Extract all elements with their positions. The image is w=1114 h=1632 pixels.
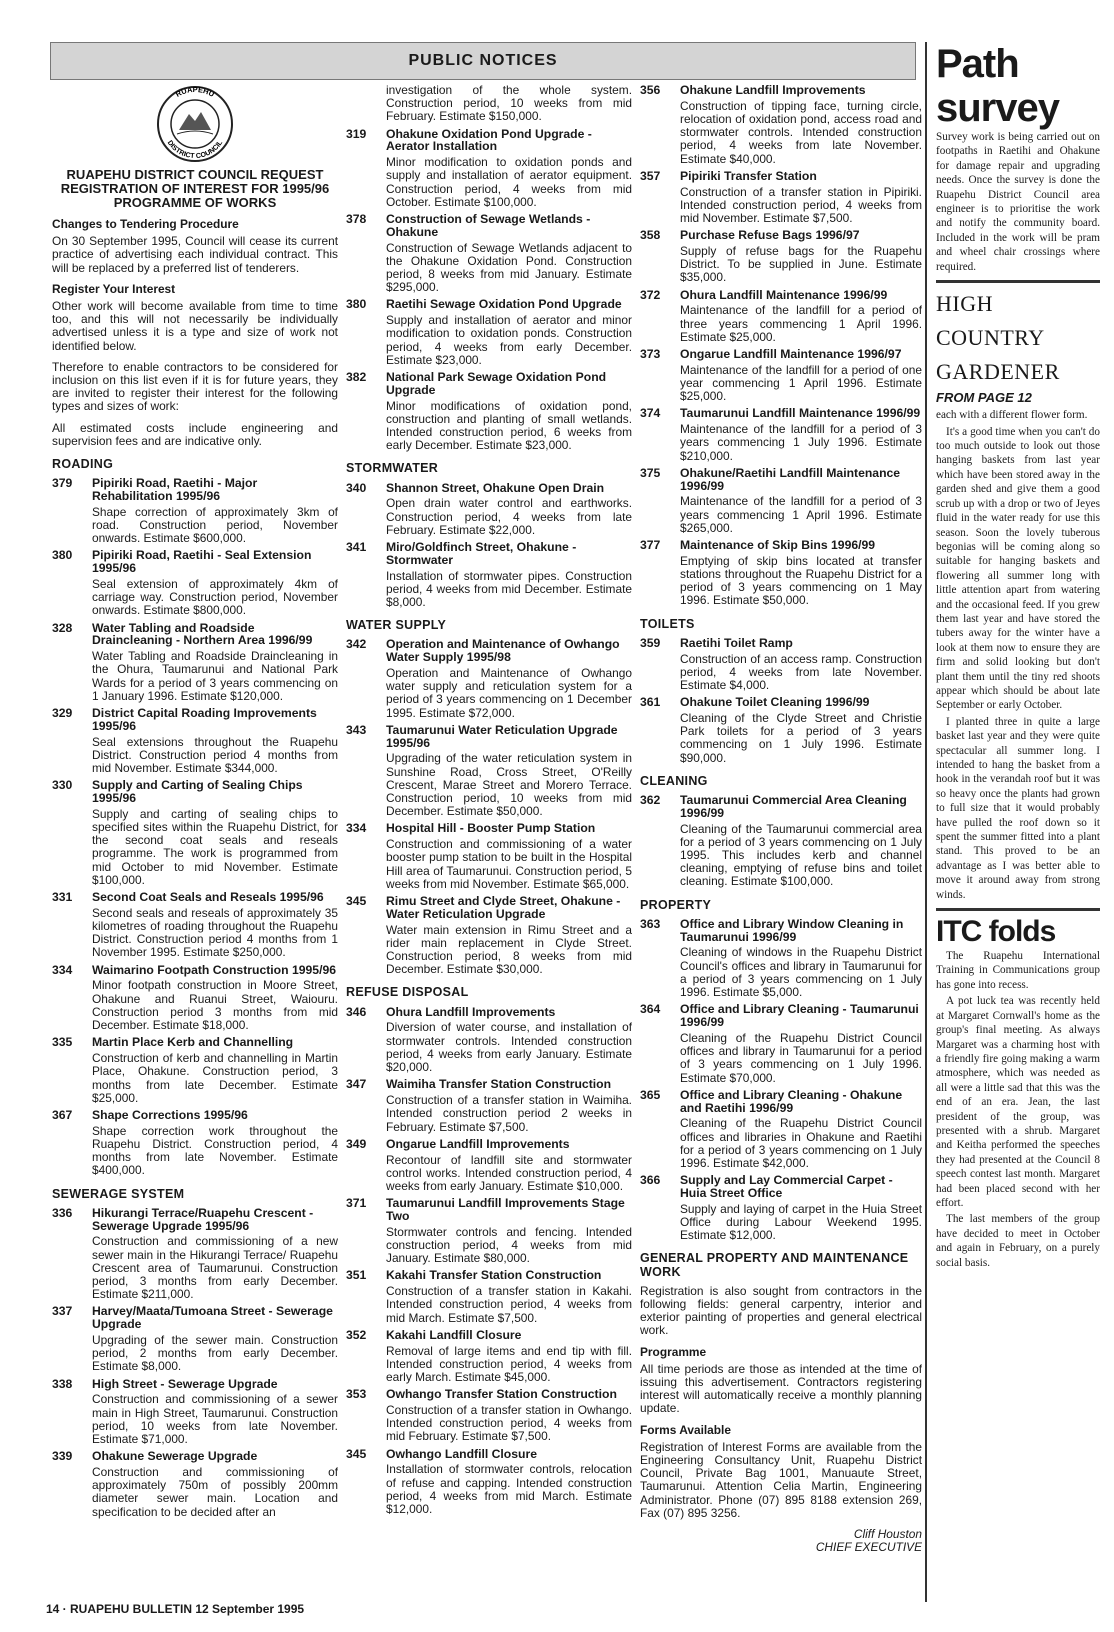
item-number: 340: [346, 480, 367, 495]
item-title: District Capital Roading Improvements 1995/96: [92, 706, 317, 733]
item-title: Supply and Carting of Sealing Chips 1995/96: [92, 778, 303, 806]
item-description: Minor footpath construction in Moore Street, Ohakune and Ruanui Street, Waiouru. Construction period 3 months from mid December. Estimate $18,000.: [92, 978, 338, 1033]
itc-para: A pot luck tea was recently held at Margaret Cornwall's home as the group's final meeting. As always Margaret was a charming host with a friendly fire going making a warm atmosphere, which was needed as all were a little sad that this was the end of an era. Jean, the last president of the group, was presented with a shrub. Margaret and Keitha performed the speeches they had presented at the Council 8 speech contest last month. Margaret had been placed second with her effort.: [936, 995, 1100, 1209]
section-heading-roading: ROADING: [52, 457, 114, 472]
item-number: 349: [346, 1136, 367, 1151]
item-description: Seal extensions throughout the Ruapehu District. Construction period 4 months from mid November. Estimate $344,000.: [92, 734, 338, 776]
notice-item: [640, 637, 922, 692]
item-number: 372: [640, 287, 661, 302]
item-title: Taumarunui Landfill Maintenance 1996/99: [680, 406, 921, 421]
notice-item: [346, 895, 632, 976]
item-description: Cleaning of the Ruapehu District Council offices and library in Taumarunui for a period of 3 years commencing on 1 July 1996. Estimate $70,000.: [680, 1030, 922, 1085]
item-description: Construction of a transfer station in Pipiriki. Intended construction period, 4 weeks from mid November. Estimate $7,500.: [680, 184, 922, 226]
item-number: 373: [640, 347, 661, 362]
item-number: 334: [52, 962, 73, 977]
item-number: 378: [346, 212, 367, 227]
item-number: 330: [52, 778, 73, 793]
column-divider: [925, 42, 927, 1602]
notice-item: [640, 539, 922, 608]
cleaning-items: [640, 794, 922, 889]
item-description: Construction and commissioning of a new sewer main in the Hikurangi Terrace/ Ruapehu Crescent area of Taumarunui. Construction period, 3 months from early December. Estimate $211,000.: [92, 1234, 338, 1302]
item-number: 352: [346, 1327, 367, 1342]
section-heading-sewerage: SEWERAGE SYSTEM: [52, 1186, 185, 1201]
forms-heading: Forms Available: [640, 1422, 731, 1437]
item-description: Construction and commissioning of a sewer main in High Street, Taumarunui. Construction period, 10 weeks from late November. Estimate $71,000.: [92, 1392, 338, 1446]
item-title: Ongarue Landfill Improvements: [386, 1136, 570, 1151]
item-description: Emptying of skip bins located at transfer stations throughout the Ruapehu District for a period of 3 years commencing on 1 May 1996. Estimate $50,000.: [680, 553, 922, 608]
notice-column-1: [52, 84, 338, 1608]
item-description: Maintenance of the landfill for a period of one year commencing 1 April 1996. Estimate $25,000.: [680, 362, 922, 404]
notice-item: [52, 891, 338, 960]
item-number: 346: [346, 1004, 367, 1019]
notice-item: [52, 707, 338, 775]
item-description: Supply of refuse bags for the Ruapehu District. To be supplied in June. Estimate $35,000.: [680, 244, 922, 285]
sewerage-cont-items: [346, 128, 632, 453]
item-number: 375: [640, 465, 661, 480]
item-title: Purchase Refuse Bags 1996/97: [680, 228, 860, 243]
notice-item: [52, 1450, 338, 1519]
notice-item: [640, 348, 922, 403]
register-heading: Register Your Interest: [52, 281, 176, 296]
notice-item: [640, 170, 922, 225]
item-title: Taumarunui Landfill Improvements Stage Two: [386, 1196, 625, 1223]
item-description: Maintenance of the landfill for a period of three years commencing 1 April 1996. Estimate $25,000.: [680, 303, 922, 344]
notice-item: [52, 964, 338, 1033]
notice-item: [346, 1078, 632, 1133]
item-description: Supply and carting of sealing chips to specified sites within the Ruapehu District, for the second coat seals and reseals programme. The work is programmed from mid October to mid November. Estimate $100,000.: [92, 806, 338, 887]
item-title: Shannon Street, Ohakune Open Drain: [386, 480, 605, 495]
item-number: 319: [346, 126, 367, 141]
garden-para: It's a good time when you can't do too much outside to look out those hanging baskets from last year which have been stored away in the garden shed and give them a good scrub up with a drop or two of Jeyes fluid in the water ready for use this season. Soon the lovely tuberous begonias will be coming along so suitable for hanging baskets and flowering all summer long with little attention apart from watering and the occasional feed. If you grew them last year and have stored the tubers away for the winter have a look at them now to ensure they are firm and solid looking but don't plant them until the tiny red shoots appear which should be about late September or early October.: [936, 425, 1100, 712]
item-number: 341: [346, 540, 367, 555]
item-description: Cleaning of the Taumarunui commercial area for a period of 3 years commencing on 1 July 1995. This includes kerb and channel cleaning, emptying of refuse bins and toilet cleaning. Estimate $100,000.: [680, 821, 922, 889]
item-number: 337: [52, 1304, 73, 1319]
path-survey-text: Survey work is being carried out on footpaths in Raetihi and Ohakune for damage repair and upgrading needs. Once the survey is done the Ruapehu District Council area engineer is to prioritise the work and notify the community board. Included in the work will be pram and wheel chair crossings where required.: [936, 131, 1100, 273]
item-description: Construction and commissioning of approximately 750m of possibly 200mm diameter sewer main. Location and specification to be decided after an: [92, 1464, 338, 1519]
item-title: Ongarue Landfill Maintenance 1996/97: [680, 347, 902, 362]
notice-item: [52, 1305, 338, 1373]
item-title: Taumarunui Commercial Area Cleaning 1996/99: [680, 793, 907, 820]
item-description: Construction of Sewage Wetlands adjacent to the Ohakune Oxidation Pond. Construction period, 8 weeks from mid January. Estimate $295,000.: [386, 240, 632, 295]
item-number: 359: [640, 635, 661, 650]
item-description: Installation of stormwater controls, relocation of refuse and capping. Intended construction period, 4 weeks from mid March. Estimate $12,000.: [386, 1462, 632, 1516]
sidebar-column: [936, 42, 1100, 1602]
item-description: Maintenance of the landfill for a period of 3 years commencing 1 April 1996. Estimate $265,000.: [680, 494, 922, 535]
item-number: 336: [52, 1205, 73, 1220]
svg-text:RUAPEHU: RUAPEHU: [174, 84, 216, 99]
forms-text: Registration of Interest Forms are available from the Engineering Consultancy Unit, Ruapehu District Council, Private Bag 1001, Manuaute Street, Taumarunui. Attention Celia Martin, Engineering Administrator. Phone (07) 895 8188 extension 269, Fax (07) 895 3256.: [640, 1439, 922, 1520]
item-description: Stormwater controls and fencing. Intended construction period, 4 weeks from mid January. Estimate $80,000.: [386, 1224, 632, 1266]
changes-heading: Changes to Tendering Procedure: [52, 217, 239, 231]
notice-column-3: [640, 84, 922, 1608]
item-title: Shape Corrections 1995/96: [92, 1107, 248, 1122]
notice-item: [346, 482, 632, 537]
section-heading-refuse: REFUSE DISPOSAL: [346, 985, 469, 1000]
item-title: Owhango Landfill Closure: [386, 1446, 537, 1461]
notice-item: [346, 213, 632, 294]
garden-from-page: FROM PAGE 12: [936, 390, 1032, 406]
item-description: Construction of a transfer station in Waimiha. Intended construction period 2 weeks in February. Estimate $7,500.: [386, 1093, 632, 1134]
section-heading-toilets: TOILETS: [640, 616, 695, 631]
general-heading: GENERAL PROPERTY AND MAINTENANCE WORK: [640, 1251, 909, 1279]
item-title: Pipiriki Transfer Station: [680, 168, 817, 183]
notice-item: [52, 1109, 338, 1178]
item-description: Cleaning of the Clyde Street and Christie Park toilets for a period of 3 years commencing on 1 July 1996. Estimate $90,000.: [680, 711, 922, 765]
item-title: Construction of Sewage Wetlands - Ohakune: [386, 212, 591, 239]
water-items: [346, 638, 632, 976]
notice-item: [346, 371, 632, 452]
item-number: 380: [52, 548, 73, 563]
item-number: 331: [52, 890, 73, 905]
item-description: Shape correction work throughout the Ruapehu District. Construction period, 4 months from late November. Estimate $400,000.: [92, 1123, 338, 1178]
notice-item: [346, 1138, 632, 1193]
section-heading-stormwater: STORMWATER: [346, 461, 439, 476]
item-title: Office and Library Cleaning - Taumarunui 1996/99: [680, 1002, 919, 1030]
register-text: Other work will become available from time to time too, and this will not necessarily be individually advertised unless it is a type and size of work not identified below.: [52, 299, 338, 353]
notice-item: [640, 467, 922, 535]
item-title: Taumarunui Water Reticulation Upgrade 1995/96: [386, 722, 618, 750]
item-title: Ohakune Toilet Cleaning 1996/99: [680, 695, 870, 710]
item-description: Minor modification to oxidation ponds and supply and installation of aerator equipment. Construction period, 4 weeks from mid October. Estimate $100,000.: [386, 155, 632, 209]
banner-title: PUBLIC NOTICES: [408, 52, 558, 69]
item-title: National Park Sewage Oxidation Pond Upgrade: [386, 370, 607, 397]
item-title: Second Coat Seals and Reseals 1995/96: [92, 890, 324, 905]
item-number: 351: [346, 1268, 367, 1283]
sewerage-items: [52, 1207, 338, 1519]
notice-item: [52, 477, 338, 545]
item-title: Ohura Landfill Improvements: [386, 1004, 556, 1019]
item-title: Operation and Maintenance of Owhango Water Supply 1995/98: [386, 637, 620, 665]
page-footer: 14 · RUAPEHU BULLETIN 12 September 1995: [46, 1602, 305, 1616]
notice-item: [346, 1388, 632, 1443]
notice-column-2: [346, 84, 632, 1608]
item-title: Miro/Goldfinch Street, Ohakune - Stormwater: [386, 540, 577, 567]
item-number: 335: [52, 1035, 73, 1050]
item-number: 347: [346, 1077, 367, 1092]
item-description: Open drain water control and earthworks. Construction period, 4 weeks from late February. Estimate $22,000.: [386, 496, 632, 537]
general-text: Registration is also sought from contractors in the following fields: general carpentry, interior and exterior painting of properties and general electrical work.: [640, 1283, 922, 1338]
item-title: Maintenance of Skip Bins 1996/99: [680, 538, 876, 553]
notice-item: [346, 1448, 632, 1517]
item-description: Minor modifications of oxidation pond, construction and planting of small wetlands. Intended construction period, 6 weeks from early December. Estimate $23,000.: [386, 398, 632, 453]
refuse-items-a: [346, 1006, 632, 1516]
item-title: Raetihi Toilet Ramp: [680, 635, 793, 650]
notice-item: [52, 1378, 338, 1447]
item-title: Martin Place Kerb and Channelling: [92, 1035, 294, 1050]
item-number: 380: [346, 297, 367, 312]
item-title: Ohakune Oxidation Pond Upgrade - Aerator Installation: [386, 126, 592, 154]
stormwater-items: [346, 482, 632, 610]
item-number: 371: [346, 1196, 367, 1211]
item-number: 328: [52, 620, 73, 635]
item-title: Ohura Landfill Maintenance 1996/99: [680, 287, 888, 302]
council-crest-icon: [141, 84, 249, 164]
item-title: Waimarino Footpath Construction 1995/96: [92, 962, 337, 977]
item-description: Recontour of landfill site and stormwater control works. Intended construction period, 4 weeks from early January. Estimate $10,000.: [386, 1152, 632, 1193]
item-number: 342: [346, 637, 367, 652]
item-title: Rimu Street and Clyde Street, Ohakune - Water Reticulation Upgrade: [386, 894, 621, 921]
item-title: Ohakune Sewerage Upgrade: [92, 1449, 258, 1464]
item-title: Pipiriki Road, Raetihi - Seal Extension 1995/96: [92, 548, 312, 576]
notice-item: [640, 696, 922, 765]
notice-item: [640, 1003, 922, 1084]
notice-item: [640, 794, 922, 889]
svg-text:DISTRICT COUNCIL: DISTRICT COUNCIL: [165, 139, 225, 161]
item-description: Supply and installation of aerator and minor modification to oxidation ponds. Construction period, 4 weeks from early December. Estimate $23,000.: [386, 313, 632, 367]
item-title: Supply and Lay Commercial Carpet - Huia Street Office: [680, 1173, 893, 1200]
programme-text: All time periods are those as intended at the time of issuing this advertisement. Contractors registering interest will automatically receive a monthly planning update.: [640, 1361, 922, 1416]
item-description: Construction of a transfer station in Owhango. Intended construction period, 4 weeks from mid February. Estimate $7,500.: [386, 1402, 632, 1444]
item-number: 367: [52, 1107, 73, 1122]
item-title: Kakahi Transfer Station Construction: [386, 1268, 602, 1283]
item-description: Installation of stormwater pipes. Construction period, 4 weeks from mid December. Estimate $8,000.: [386, 568, 632, 610]
notice-item: [640, 1174, 922, 1242]
notice-item: [346, 128, 632, 209]
notice-item: [52, 1036, 338, 1105]
path-survey-title-2: survey: [936, 86, 1059, 130]
signature-name: Cliff Houston: [853, 1526, 922, 1541]
item-number: 374: [640, 406, 661, 421]
garden-title-3: GARDENER: [936, 359, 1060, 385]
item-description: Water main extension in Rimu Street and a rider main replacement in Clyde Street. Construction period, 8 weeks from mid December. Estimate $30,000.: [386, 922, 632, 977]
section-heading-property: PROPERTY: [640, 897, 712, 912]
itc-title: ITC folds: [936, 915, 1056, 949]
estimates-text: All estimated costs include engineering and supervision fees and are indicative only.: [52, 420, 338, 448]
item-description: Supply and laying of carpet in the Huia Street Office during Labour Weekend 1995. Estimate $12,000.: [680, 1201, 922, 1243]
garden-para: I planted three in quite a large basket last year and they were quite spectacular all summer long. I intended to hang the basket from a hook in the verandah roof but it was so heavy once the plants had grown to full size that it would probably have pulled the roof down so it spent the summer fitted into a plant stand. This proved to be an advantage as I was better able to move it around away from strong winds.: [936, 715, 1100, 901]
item-description: Diversion of water course, and installation of stormwater controls. Intended construction period, 4 weeks from early January. Estimate $20,000.: [386, 1020, 632, 1075]
changes-text: On 30 September 1995, Council will cease its current practice of advertising each individual contract. This will be replaced by a preferred list of tenderers.: [52, 234, 338, 275]
item-number: 357: [640, 168, 661, 183]
section-heading-water-supply: WATER SUPPLY: [346, 618, 447, 633]
item-number: 379: [52, 476, 73, 491]
item-number: 362: [640, 793, 661, 808]
notice-item: [52, 1207, 338, 1302]
item-title: Harvey/Maata/Tumoana Street - Sewerage Upgrade: [92, 1304, 333, 1332]
notice-item: [640, 84, 922, 166]
continued-item: [346, 84, 632, 124]
item-description: Maintenance of the landfill for a period of 3 years commencing 1 July 1996. Estimate $210,000.: [680, 422, 922, 463]
notice-item: [640, 229, 922, 284]
notice-item: [640, 918, 922, 999]
item-number: 334: [346, 821, 367, 836]
section-heading-cleaning: CLEANING: [640, 773, 708, 788]
notice-item: [52, 622, 338, 703]
item-description: Construction and commissioning of a water booster pump station to be built in the Hospital Hill area of Taumarunui. Construction period, 5 weeks from mid November. Estimate $65,000.: [386, 837, 632, 891]
item-title: Ohakune/Raetihi Landfill Maintenance 1996/99: [680, 465, 901, 493]
item-number: 345: [346, 894, 367, 909]
item-number: 356: [640, 84, 661, 97]
programme-heading: Programme: [640, 1344, 707, 1359]
item-description: Construction of an access ramp. Construction period, 4 weeks from late November. Estimate $4,000.: [680, 651, 922, 693]
item-title: Ohakune Landfill Improvements: [680, 84, 866, 97]
notice-item: [640, 289, 922, 344]
notice-item: [640, 1089, 922, 1170]
notice-item: [52, 779, 338, 887]
public-notices-banner: [50, 42, 916, 80]
refuse-items-b: [640, 84, 922, 608]
item-description: Removal of large items and end tip with fill. Intended construction period, 4 weeks from early March. Estimate $45,000.: [386, 1343, 632, 1384]
item-description: Construction of tipping face, turning circle, relocation of oxidation pond, access road and stormwater controls. Intended construction period, 4 weeks from late November. Estimate $40,000.: [680, 98, 922, 166]
signature-title: CHIEF EXECUTIVE: [815, 1540, 922, 1555]
item-title: Kakahi Landfill Closure: [386, 1327, 522, 1342]
item-title: Waimiha Transfer Station Construction: [386, 1077, 612, 1092]
item-title: Raetihi Sewage Oxidation Pond Upgrade: [386, 297, 622, 312]
item-title: Owhango Transfer Station Construction: [386, 1387, 617, 1402]
item-number: 363: [640, 916, 661, 931]
toilets-items: [640, 637, 922, 765]
item-number: 329: [52, 706, 73, 721]
item-number: 338: [52, 1376, 73, 1391]
item-description: Second seals and reseals of approximately 35 kilometres of roading throughout the Ruapehu District. Construction period 4 months from 1 November 1995. Estimate $250,000.: [92, 905, 338, 960]
item-title: High Street - Sewerage Upgrade: [92, 1376, 278, 1391]
sidebar-divider: [936, 908, 1100, 911]
item-description: Upgrading of the sewer main. Construction period, 2 months from early December. Estimate $8,000.: [92, 1332, 338, 1374]
item-title: Pipiriki Road, Raetihi - Major Rehabilitation 1995/96: [92, 476, 258, 504]
item-description: Upgrading of the water reticulation system in Sunshine Road, Cross Street, O'Reilly Crescent, Marae Street and Morero Terrace. Construction period, 10 weeks from mid December. Estimate $50,000.: [386, 751, 632, 819]
notice-item: [346, 541, 632, 609]
item-number: 364: [640, 1002, 661, 1017]
itc-para: The last members of the group have decided to meet in October and again in February, on a purely social basis.: [936, 1213, 1100, 1269]
therefore-text: Therefore to enable contractors to be considered for inclusion on this list even if it is for future years, they are invited to register their interest for the following types and sizes of work:: [52, 359, 338, 414]
notice-item: [346, 1006, 632, 1075]
council-title: RUAPEHU DISTRICT COUNCIL REQUEST REGISTRATION OF INTEREST FOR 1995/96 PROGRAMME OF WORKS: [60, 167, 330, 210]
notice-item: [52, 549, 338, 617]
item-number: 345: [346, 1446, 367, 1461]
garden-title-1: HIGH: [936, 291, 993, 317]
item-description: Seal extension of approximately 4km of carriage way. Construction period, November onwards. Estimate $800,000.: [92, 577, 338, 618]
sidebar-divider: [936, 280, 1100, 283]
item-number: 366: [640, 1173, 661, 1188]
item-title: Hikurangi Terrace/Ruapehu Crescent - Sewerage Upgrade 1995/96: [92, 1205, 314, 1233]
notice-item: [346, 1269, 632, 1324]
item-number: 353: [346, 1387, 367, 1402]
garden-title-2: COUNTRY: [936, 325, 1045, 351]
item-number: 358: [640, 228, 661, 243]
item-description: Cleaning of windows in the Ruapehu District Council's offices and library in Taumarunui for a period of 3 years commencing on 1 July 1996. Estimate $5,000.: [680, 945, 922, 1000]
garden-para: each with a different flower form.: [936, 409, 1088, 422]
notice-item: [346, 298, 632, 367]
item-description: Construction of a transfer station in Kakahi. Intended construction period, 4 weeks from mid March. Estimate $7,500.: [386, 1284, 632, 1325]
item-number: 365: [640, 1087, 661, 1102]
notice-item: [346, 1329, 632, 1384]
item-description: Operation and Maintenance of Owhango water supply and reticulation system for a period of 3 years commencing on 1 December 1995. Estimate $72,000.: [386, 666, 632, 720]
item-description: Cleaning of the Ruapehu District Council offices and libraries in Ohakune and Raetihi for a period of 3 years commencing on 1 July 1996. Estimate $42,000.: [680, 1116, 922, 1170]
notice-item: [346, 638, 632, 719]
item-number: 361: [640, 695, 661, 710]
item-number: 343: [346, 722, 367, 737]
item-number: 377: [640, 538, 661, 553]
item-description: Shape correction of approximately 3km of road. Construction period, November onwards. Estimate $600,000.: [92, 504, 338, 546]
item-description: Construction of kerb and channelling in Martin Place, Ohakune. Construction period, 3 months from late December. Estimate $25,000.: [92, 1051, 338, 1105]
path-survey-title-1: Path: [936, 42, 1019, 86]
notice-item: [346, 1197, 632, 1265]
item-number: 339: [52, 1449, 73, 1464]
item-title: Office and Library Cleaning - Ohakune and Raetihi 1996/99: [680, 1087, 903, 1115]
notice-item: [346, 724, 632, 819]
itc-para: The Ruapehu International Training in Communications group has gone into recess.: [936, 950, 1100, 991]
item-title: Hospital Hill - Booster Pump Station: [386, 821, 596, 836]
item-description: Water Tabling and Roadside Draincleaning in the Ohura, Taumarunui and National Park Wards for a period of 3 years commencing on 1 January 1996. Estimate $120,000.: [92, 649, 338, 703]
continued-text: investigation of the whole system. Construction period, 10 weeks from mid February. Estimate $150,000.: [386, 84, 632, 124]
notice-item: [640, 407, 922, 462]
property-items: [640, 918, 922, 1242]
item-number: 382: [346, 370, 367, 385]
item-title: Office and Library Window Cleaning in Taumarunui 1996/99: [680, 916, 904, 944]
notice-item: [346, 822, 632, 891]
item-title: Water Tabling and Roadside Draincleaning - Northern Area 1996/99: [92, 620, 313, 648]
roading-items: [52, 477, 338, 1177]
